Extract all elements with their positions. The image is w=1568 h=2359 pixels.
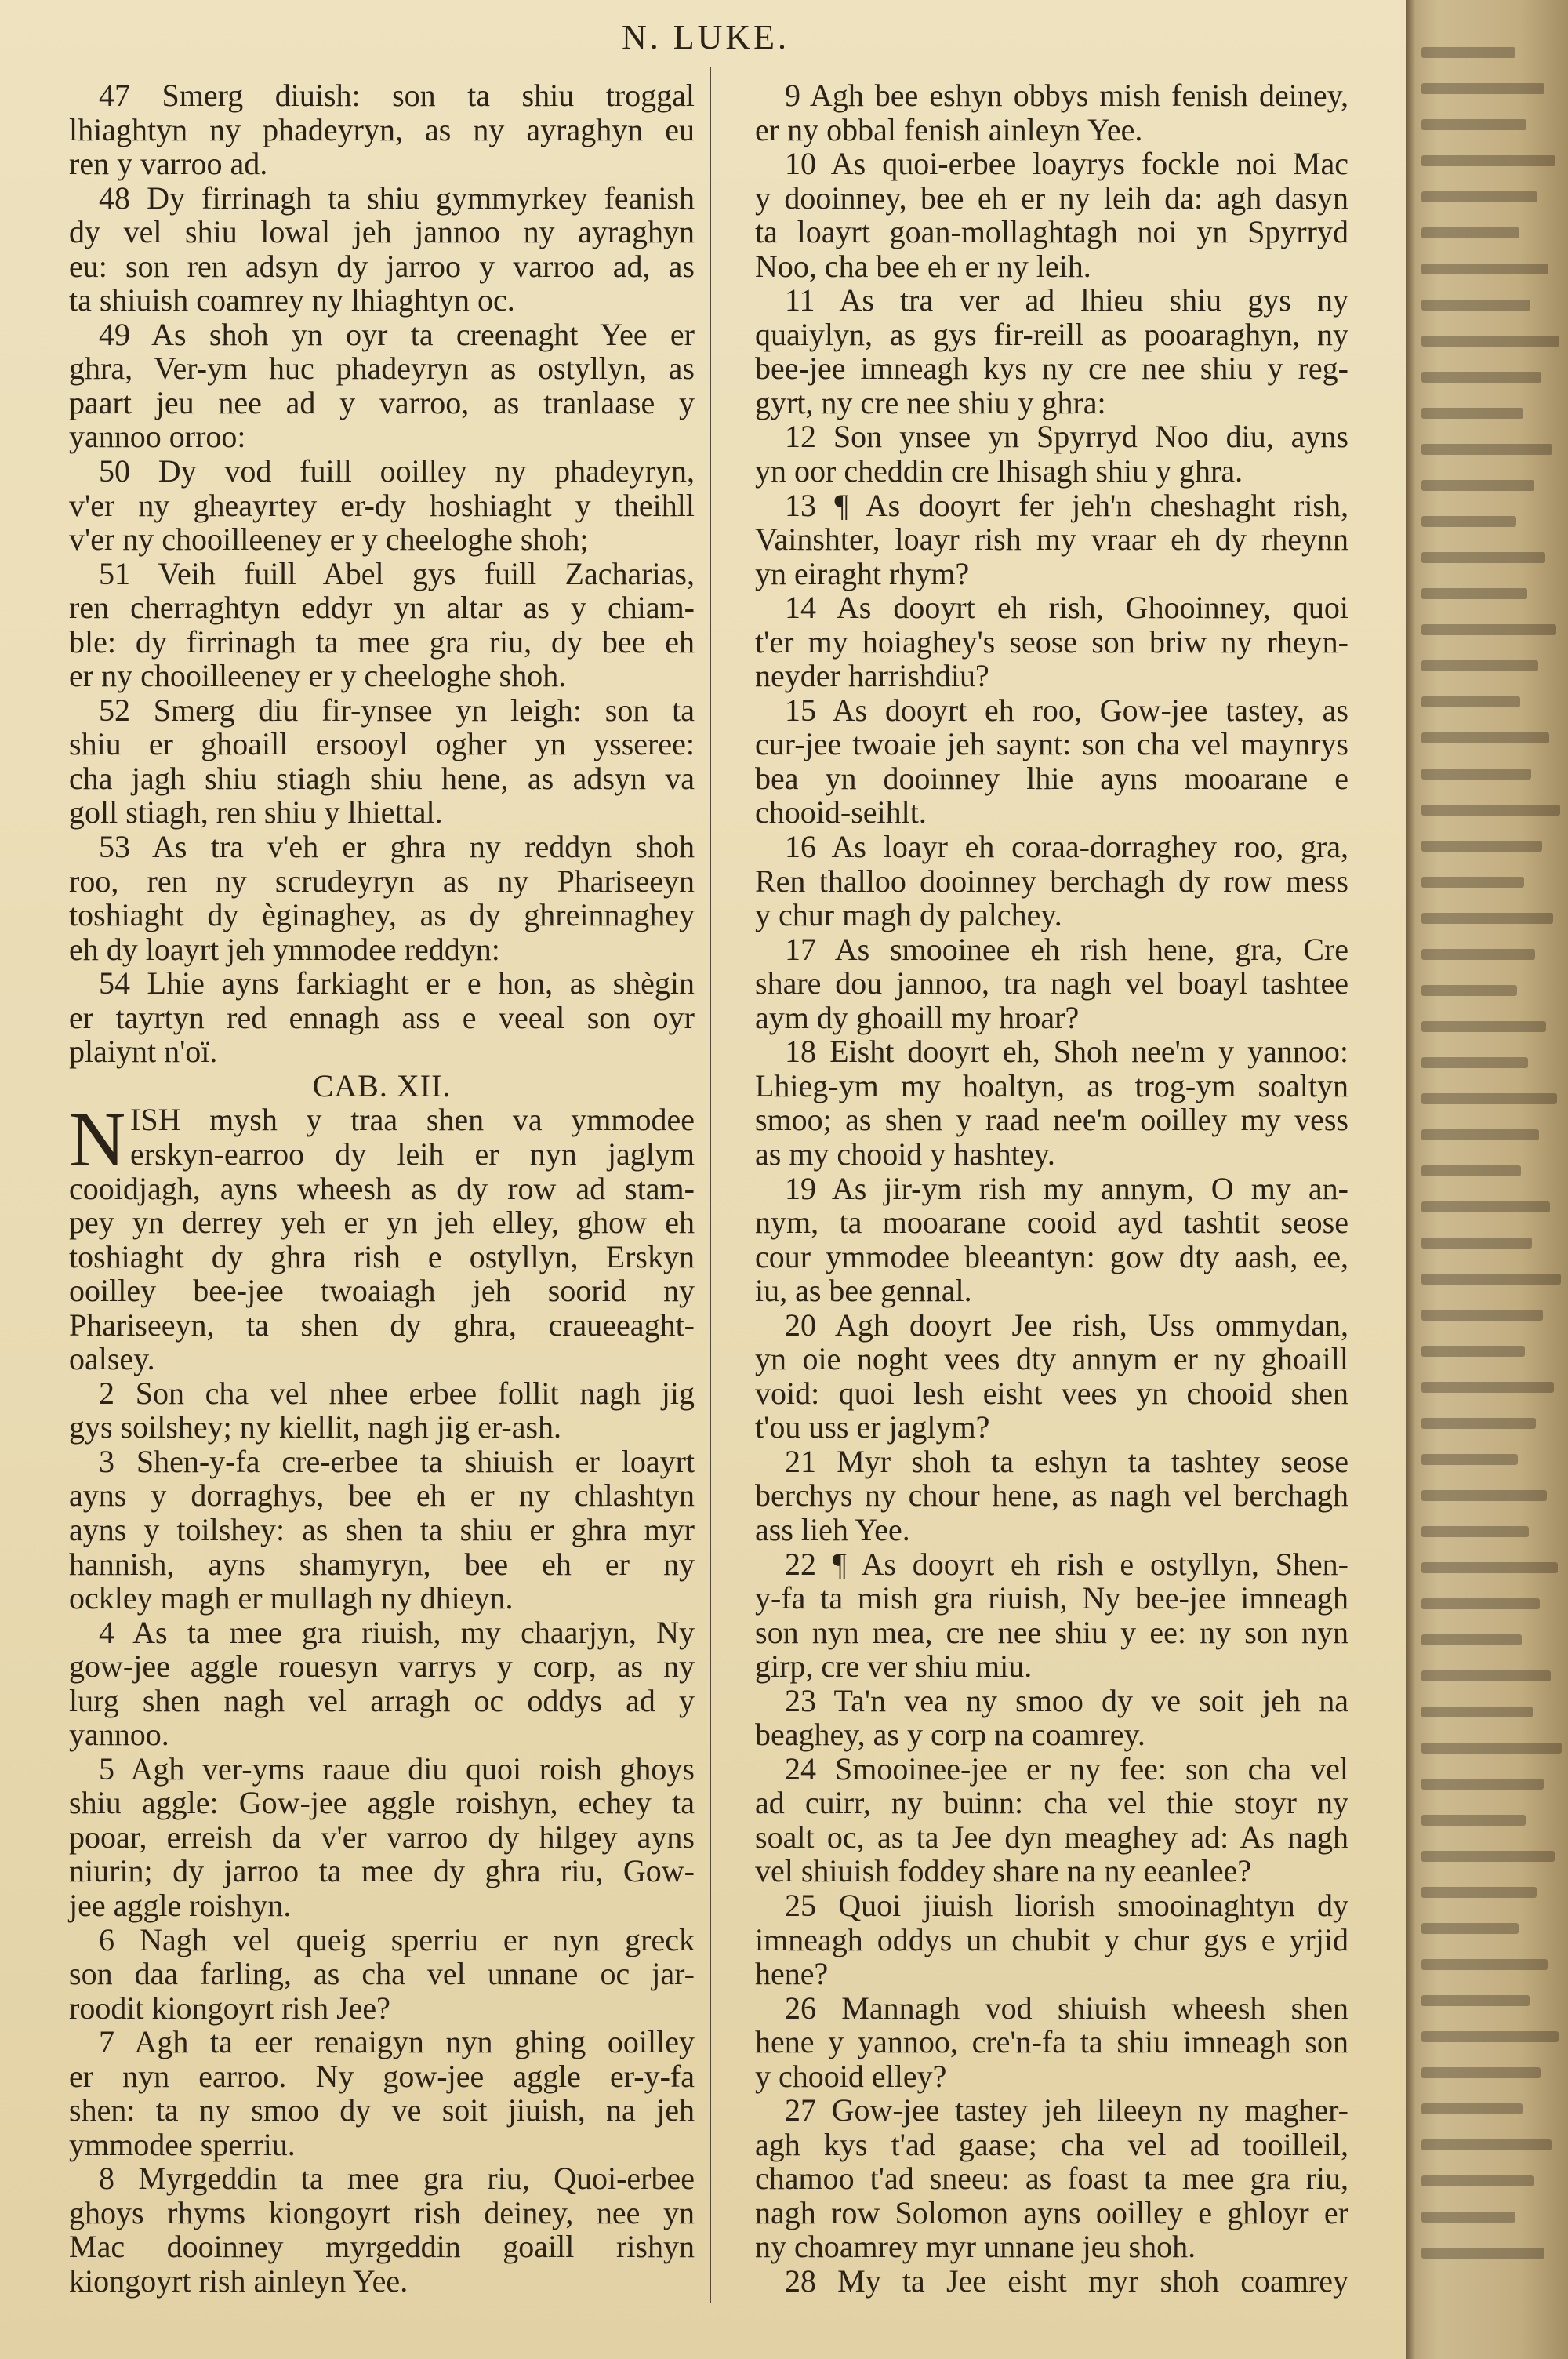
text-line: 52 Smerg diu fir-ynsee yn leigh: son ta <box>99 692 695 728</box>
facing-page-text-shadow <box>1421 2103 1523 2114</box>
verse <box>755 1308 1348 1445</box>
text-line: 13 ¶ As dooyrt fer jeh'n cheshaght rish, <box>785 487 1348 523</box>
facing-page-text-shadow <box>1421 1093 1557 1104</box>
text-line: er ny chooilleeney er y cheeloghe shoh. <box>69 658 567 694</box>
left-column <box>69 78 695 2299</box>
verse <box>755 489 1348 591</box>
verse <box>755 1991 1348 2094</box>
text-line: ghra, Ver-ym huc phadeyryn as ostyllyn, as <box>69 351 695 387</box>
facing-page-text-shadow <box>1421 624 1556 635</box>
facing-page-text-shadow <box>1421 1310 1543 1321</box>
text-line: 12 Son ynsee yn Spyrryd Noo diu, ayns <box>785 419 1348 455</box>
text-line: toshiaght dy èginaghey, as dy ghreinnaghey <box>69 897 695 933</box>
text-line: oalsey. <box>69 1341 155 1377</box>
text-line: son daa farling, as cha vel unnane oc jar- <box>69 1956 695 1992</box>
facing-page-text-shadow <box>1421 1851 1555 1862</box>
text-line: yn eiraght rhym? <box>755 555 970 591</box>
text-line: yannoo orroo: <box>69 419 246 455</box>
text-line: quaiylyn, as gys fir-reill as pooaraghyn, ny <box>755 316 1348 352</box>
verse <box>69 966 695 1069</box>
text-line: dy vel shiu lowal jeh jannoo ny ayraghyn <box>69 214 695 250</box>
facing-page-text-shadow <box>1421 191 1537 202</box>
text-line: ISH mysh y traa shen va ymmodee <box>130 1102 695 1138</box>
facing-page-text-shadow <box>1421 1165 1521 1176</box>
text-line: 48 Dy firrinagh ta shiu gymmyrkey feanish <box>99 180 695 216</box>
verse <box>69 1752 695 1923</box>
text-line: ockley magh er mullagh ny dhieyn. <box>69 1580 514 1616</box>
text-line: ta shiuish coamrey ny lhiaghtyn oc. <box>69 282 515 318</box>
text-line: v'er ny gheayrtey er-dy hoshiaght y theihll <box>69 487 695 523</box>
facing-page-text-shadow <box>1421 732 1549 743</box>
text-line: imneagh oddys un chubit y chur gys e yrjid <box>755 1921 1348 1957</box>
verse <box>755 147 1348 283</box>
facing-page-text-shadow <box>1421 1923 1519 1934</box>
text-line: 28 My ta Jee eisht myr shoh coamrey <box>785 2263 1348 2299</box>
facing-page-text-shadow <box>1421 913 1553 924</box>
text-line: Vainshter, loayr rish my vraar eh dy rheynn <box>755 522 1348 558</box>
verse <box>755 2264 1348 2299</box>
text-line: Ren thalloo dooinney berchagh dy row mess <box>755 863 1348 899</box>
facing-page-text-shadow <box>1421 696 1520 707</box>
text-line: gow-jee aggle rouesyn varrys y corp, as ny <box>69 1648 695 1685</box>
text-line: ayns y toilshey: as shen ta shiu er ghra myr <box>69 1511 695 1547</box>
text-line: void: quoi lesh eisht vees yn chooid shen <box>755 1375 1348 1411</box>
text-line: plaiynt n'oï. <box>69 1034 218 1070</box>
verse <box>69 454 695 557</box>
facing-page-text-shadow <box>1421 877 1524 888</box>
text-line: ny choamrey myr unnane jeu shoh. <box>755 2229 1196 2265</box>
text-line: toshiaght dy ghra rish e ostyllyn, Erskyn <box>69 1238 695 1274</box>
text-line: 53 As tra v'eh er ghra ny reddyn shoh <box>99 829 695 865</box>
text-line: Lhieg-ym my hoaltyn, as trog-ym soaltyn <box>755 1067 1348 1103</box>
facing-page-text-shadow <box>1421 805 1560 816</box>
text-line: as my chooid y hashtey. <box>755 1136 1055 1172</box>
facing-page-text-shadow <box>1421 1670 1551 1681</box>
facing-page-text-shadow <box>1421 1057 1528 1068</box>
facing-page-text-shadow <box>1421 1707 1533 1717</box>
facing-page-text-shadow <box>1421 2175 1534 2186</box>
text-line: cooidjagh, ayns wheesh as dy row ad stam- <box>69 1170 695 1206</box>
facing-page-text-shadow <box>1421 1418 1536 1429</box>
text-line: 23 Ta'n vea ny smoo dy ve soit jeh na <box>785 1682 1348 1718</box>
text-line: agh kys t'ad gaase; cha vel ad tooilleil, <box>755 2126 1348 2162</box>
text-line: 2 Son cha vel nhee erbee follit nagh jig <box>99 1375 695 1411</box>
text-line: eh dy loayrt jeh ymmodee reddyn: <box>69 931 500 967</box>
text-line: vel shiuish foddey share na ny eeanlee? <box>755 1853 1252 1889</box>
text-line: ayns y dorraghys, bee eh er ny chlashtyn <box>69 1478 695 1514</box>
text-line: 50 Dy vod fuill ooilley ny phadeyryn, <box>99 453 695 489</box>
text-line: ad cuirr, ny buinn: cha vel thie stoyr ny <box>755 1785 1348 1821</box>
verse <box>69 2161 695 2298</box>
text-line: bee-jee imneagh kys ny cre nee shiu y reg- <box>755 351 1348 387</box>
facing-page-text-shadow <box>1421 408 1523 419</box>
text-line: shiu aggle: Gow-jee aggle roishyn, echey ta <box>69 1785 695 1821</box>
verse <box>69 830 695 966</box>
text-line: t'ou uss er jaglym? <box>755 1409 990 1445</box>
text-line: ymmodee sperriu. <box>69 2126 296 2162</box>
text-line: yn oor cheddin cre lhisagh shiu y ghra. <box>755 453 1243 489</box>
text-line: nym, ta mooarane cooid ayd tashtit seose <box>755 1205 1348 1241</box>
text-line: 26 Mannagh vod shiuish wheesh shen <box>785 1990 1348 2026</box>
text-line: berchys ny chour hene, as nagh vel berchagh <box>755 1478 1348 1514</box>
text-line: yn oie noght vees dty annym er ny ghoaill <box>755 1341 1348 1377</box>
text-line: 24 Smooinee-jee er ny fee: son cha vel <box>785 1750 1348 1787</box>
facing-page-text-shadow <box>1421 1779 1544 1790</box>
text-line: goll stiagh, ren shiu y lhiettal. <box>69 794 443 831</box>
facing-page-text-shadow <box>1421 300 1530 311</box>
text-line: kiongoyrt rish ainleyn Yee. <box>69 2263 408 2299</box>
text-line: jee aggle roishyn. <box>69 1887 292 1923</box>
text-line: gys soilshey; ny kiellit, nagh jig er-ash. <box>69 1409 562 1445</box>
text-line: 47 Smerg diuish: son ta shiu troggal <box>99 78 695 113</box>
text-line: 25 Quoi jiuish liorish smooinaghtyn dy <box>785 1887 1348 1923</box>
facing-page-text-shadow <box>1421 1201 1550 1212</box>
facing-page-text-shadow <box>1421 83 1544 94</box>
facing-page-text-shadow <box>1421 949 1535 960</box>
chapter-opening-verse <box>69 1096 695 1377</box>
text-line: 8 Myrgeddin ta mee gra riu, Quoi-erbee <box>99 2161 695 2197</box>
text-line: smoo; as shen y raad nee'm ooilley my vess <box>755 1102 1348 1138</box>
column-divider <box>710 67 711 2303</box>
text-line: shiu er ghoaill ersooyl ogher yn ysseree: <box>69 726 695 762</box>
text-line: gyrt, ny cre nee shiu y ghra: <box>755 384 1106 420</box>
verse <box>755 2093 1348 2264</box>
facing-page-text-shadow <box>1421 1382 1554 1393</box>
text-line: roodit kiongoyrt rish Jee? <box>69 1990 390 2026</box>
text-line: 17 As smooinee eh rish hene, gra, Cre <box>785 931 1348 967</box>
text-line: shen: ta ny smoo dy ve soit jiuish, na jeh <box>69 2092 695 2128</box>
text-line: t'er my hoiaghey's seose son briw ny rheyn- <box>755 623 1348 660</box>
text-line: beaghey, as y corp na coamrey. <box>755 1717 1145 1753</box>
facing-page-text-shadow <box>1421 588 1527 599</box>
text-line: erskyn-earroo dy leih er nyn jaglym <box>130 1136 695 1172</box>
facing-page-text-shadow <box>1421 119 1526 130</box>
text-line: cha jagh shiu stiagh shiu hene, as adsyn va <box>69 760 695 796</box>
facing-page-text-shadow <box>1421 1887 1537 1898</box>
verse <box>69 1923 695 2026</box>
text-line: 9 Agh bee eshyn obbys mish fenish deiney, <box>785 78 1348 113</box>
text-line: lurg shen nagh vel arragh oc oddys ad y <box>69 1682 695 1718</box>
text-line: lhiaghtyn ny phadeyryn, as ny ayraghyn eu <box>69 111 695 147</box>
facing-page-text-shadow <box>1421 2248 1544 2259</box>
text-line: paart jeu nee ad y varroo, as tranlaase y <box>69 384 695 420</box>
text-line: 7 Agh ta eer renaigyn nyn ghing ooilley <box>99 2024 695 2060</box>
text-line: iu, as bee gennal. <box>755 1273 972 1309</box>
text-line: roo, ren ny scrudeyryn as ny Phariseeyn <box>69 863 695 899</box>
verse <box>755 420 1348 488</box>
text-line: soalt oc, as ta Jee dyn meaghey ad: As nagh <box>755 1819 1348 1855</box>
facing-page-text-shadow <box>1421 1743 1562 1754</box>
facing-page-edge <box>1406 0 1568 2359</box>
text-line: niurin; dy jarroo ta mee dy ghra riu, Gow- <box>69 1853 695 1889</box>
text-line: 22 ¶ As dooyrt eh rish e ostyllyn, Shen- <box>785 1546 1348 1582</box>
facing-page-text-shadow <box>1421 1562 1558 1573</box>
verse <box>69 1445 695 1616</box>
text-line: 14 As dooyrt eh rish, Ghooinney, quoi <box>785 590 1348 626</box>
facing-page-text-shadow <box>1421 841 1542 852</box>
chapter-heading: CAB. XII. <box>312 1067 452 1103</box>
text-line: 27 Gow-jee tastey jeh lileeyn ny magher- <box>785 2092 1348 2128</box>
running-head: N. LUKE. <box>621 18 790 56</box>
facing-page-text-shadow <box>1421 1526 1529 1537</box>
text-line: y dooinney, bee eh er ny leih da: agh dasyn <box>755 180 1348 216</box>
facing-page-text-shadow <box>1421 1346 1525 1357</box>
facing-page-text-shadow <box>1421 1021 1546 1032</box>
text-line: ren y varroo ad. <box>69 146 268 182</box>
text-line: hene? <box>755 1956 829 1992</box>
facing-page-text-shadow <box>1421 1634 1522 1645</box>
drop-cap-initial: N <box>69 1096 126 1183</box>
text-line: ren cherraghtyn eddyr yn altar as y chiam- <box>69 590 695 626</box>
verse <box>69 2025 695 2161</box>
verse <box>755 932 1348 1035</box>
verse <box>69 1616 695 1752</box>
text-line: ooilley bee-jee twoaiagh jeh soorid ny <box>69 1273 695 1309</box>
text-line: hannish, ayns shamyryn, bee eh er ny <box>69 1546 695 1582</box>
verse <box>755 78 1348 147</box>
facing-page-text-shadow <box>1421 516 1516 527</box>
text-line: er nyn earroo. Ny gow-jee aggle er-y-fa <box>69 2058 695 2094</box>
facing-page-text-shadow <box>1421 1598 1540 1609</box>
text-line: 15 As dooyrt eh roo, Gow-jee tastey, as <box>785 692 1348 728</box>
text-line: share dou jannoo, tra nagh vel boayl tashtee <box>755 965 1348 1001</box>
text-line: cour ymmodee bleeantyn: gow dty aash, ee, <box>755 1238 1348 1274</box>
text-line: pooar, erreish da v'er varroo dy hilgey ayns <box>69 1819 695 1855</box>
text-line: er tayrtyn red ennagh ass e veeal son oyr <box>69 999 695 1035</box>
verse <box>755 1888 1348 1991</box>
text-line: neyder harrishdiu? <box>755 658 989 694</box>
text-line: aym dy ghoaill my hroar? <box>755 999 1080 1035</box>
text-line: girp, cre ver shiu miu. <box>755 1648 1033 1685</box>
verse <box>755 1684 1348 1752</box>
facing-page-text-shadow <box>1421 264 1548 274</box>
text-line: 21 Myr shoh ta eshyn ta tashtey seose <box>785 1443 1348 1479</box>
text-line: 4 As ta mee gra riuish, my chaarjyn, Ny <box>99 1614 695 1650</box>
facing-page-text-shadow <box>1421 2139 1552 2150</box>
facing-page-text-shadow <box>1421 1490 1547 1501</box>
verse <box>69 693 695 830</box>
text-line: ghoys rhyms kiongoyrt rish deiney, nee yn <box>69 2194 695 2230</box>
facing-page-text-shadow <box>1421 1959 1548 1970</box>
text-line: hene y yannoo, cre'n-fa ta shiu imneagh son <box>755 2024 1348 2060</box>
verse <box>755 1172 1348 1308</box>
verse <box>755 1752 1348 1888</box>
text-line: 51 Veih fuill Abel gys fuill Zacharias, <box>99 555 695 591</box>
facing-page-text-shadow <box>1421 660 1538 671</box>
facing-page-text-shadow <box>1421 336 1559 347</box>
facing-page-text-shadow <box>1421 47 1515 58</box>
facing-page-text-shadow <box>1421 2212 1515 2223</box>
text-line: 20 Agh dooyrt Jee rish, Uss ommydan, <box>785 1307 1348 1343</box>
text-line: ass lieh Yee. <box>755 1511 910 1547</box>
text-line: v'er ny chooilleeney er y cheeloghe shoh; <box>69 522 589 558</box>
facing-page-text-shadow <box>1421 1129 1539 1140</box>
text-line: Mac dooinney myrgeddin goaill rishyn <box>69 2229 695 2265</box>
verse <box>755 830 1348 932</box>
text-line: cur-jee twoaie jeh saynt: son cha vel maynrys <box>755 726 1348 762</box>
text-line: 3 Shen-y-fa cre-erbee ta shiuish er loayrt <box>99 1443 695 1479</box>
verse <box>755 693 1348 830</box>
text-line: er ny obbal fenish ainleyn Yee. <box>755 111 1143 147</box>
right-column <box>755 78 1348 2299</box>
text-line: chamoo t'ad sneeu: as foast ta mee gra riu, <box>755 2161 1348 2197</box>
text-line: 5 Agh ver-yms raaue diu quoi roish ghoys <box>99 1750 695 1787</box>
facing-page-text-shadow <box>1421 552 1545 563</box>
verse <box>69 181 695 318</box>
facing-page-text-shadow <box>1421 1274 1561 1285</box>
text-line: bea yn dooinney lhie ayns mooarane e <box>755 760 1348 796</box>
text-line: Noo, cha bee eh er ny leih. <box>755 248 1091 284</box>
text-line: 10 As quoi-erbee loayrys fockle noi Mac <box>785 146 1348 182</box>
verse <box>755 1034 1348 1171</box>
text-line: nagh row Solomon ayns ooilley e ghloyr er <box>755 2194 1348 2230</box>
text-line: 6 Nagh vel queig sperriu er nyn greck <box>99 1921 695 1957</box>
text-line: ble: dy firrinagh ta mee gra riu, dy bee eh <box>69 623 695 660</box>
facing-page-text-shadow <box>1421 444 1552 455</box>
text-line: yannoo. <box>69 1717 169 1753</box>
text-line: pey yn derrey yeh er yn jeh elley, ghow eh <box>69 1205 695 1241</box>
text-line: 18 Eisht dooyrt eh, Shoh nee'm y yannoo: <box>785 1034 1348 1070</box>
facing-page-text-shadow <box>1421 480 1534 491</box>
facing-page-text-shadow <box>1421 769 1531 780</box>
facing-page-text-shadow <box>1421 1454 1518 1465</box>
text-line: chooid-seihlt. <box>755 794 927 831</box>
text-line: y chooid elley? <box>755 2058 947 2094</box>
facing-page-text-shadow <box>1421 2031 1559 2042</box>
verse <box>69 1376 695 1445</box>
facing-page-text-shadow <box>1421 2067 1541 2078</box>
verse <box>69 78 695 181</box>
verse <box>755 591 1348 693</box>
text-line: 16 As loayr eh coraa-dorraghey roo, gra, <box>785 829 1348 865</box>
facing-page-text-shadow <box>1421 985 1517 996</box>
text-line: eu: son ren adsyn dy jarroo y varroo ad, as <box>69 248 695 284</box>
verse <box>755 1547 1348 1684</box>
verse <box>69 318 695 454</box>
facing-page-text-shadow <box>1421 227 1519 238</box>
text-line: 49 As shoh yn oyr ta creenaght Yee er <box>99 316 695 352</box>
text-line: y-fa ta mish gra riuish, Ny bee-jee imneagh <box>755 1580 1348 1616</box>
facing-page-text-shadow <box>1421 155 1555 166</box>
text-line: ta loayrt goan-mollaghtagh noi yn Spyrryd <box>755 214 1348 250</box>
verse <box>69 557 695 693</box>
verse <box>755 283 1348 420</box>
text-line: 54 Lhie ayns farkiaght er e hon, as shègin <box>99 965 695 1001</box>
facing-page-text-shadow <box>1421 1815 1526 1826</box>
text-line: son nyn mea, cre nee shiu y ee: ny son nyn <box>755 1614 1348 1650</box>
facing-page-text-shadow <box>1421 372 1541 383</box>
text-line: 11 As tra ver ad lhieu shiu gys ny <box>785 282 1348 318</box>
verse <box>755 1445 1348 1547</box>
facing-page-text-shadow <box>1421 1995 1530 2006</box>
text-line: Phariseeyn, ta shen dy ghra, craueeaght- <box>69 1307 695 1343</box>
text-line: y chur magh dy palchey. <box>755 897 1062 933</box>
text-line: 19 As jir-ym rish my annym, O my an- <box>785 1170 1348 1206</box>
facing-page-text-shadow <box>1421 1238 1532 1249</box>
